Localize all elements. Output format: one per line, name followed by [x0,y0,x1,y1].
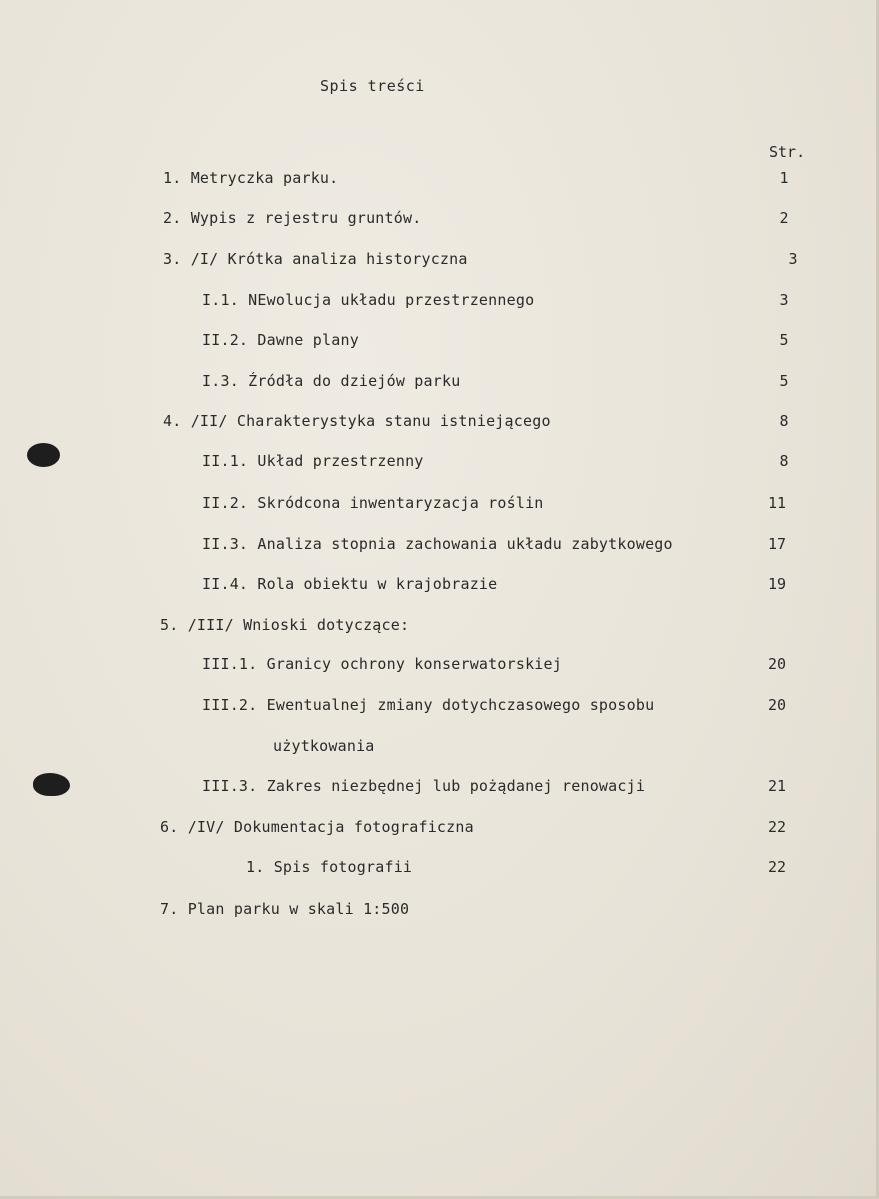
toc-entry-label: 7. Plan parku w skali 1:500 [160,900,410,918]
toc-row [0,616,879,638]
toc-entry-label: II.2. Dawne plany [202,331,359,349]
toc-entry-page: 22 [767,858,787,876]
page-column-label: Str. [769,143,806,161]
toc-entry-page: 1 [779,169,789,187]
toc-entry-page: 3 [788,250,798,268]
toc-entry-label: II.2. Skródcona inwentaryzacja roślin [202,494,544,512]
toc-entry-label: 3. /I/ Krótka analiza historyczna [163,250,468,268]
toc-row [0,858,879,880]
toc-row [0,412,879,434]
toc-entry-page: 8 [779,452,789,470]
toc-entry-label: III.2. Ewentualnej zmiany dotychczasowego sposobu [202,696,655,714]
toc-entry-page: 19 [767,575,787,593]
toc-entry-label: 5. /III/ Wnioski dotyczące: [160,616,410,634]
toc-entry-page: 20 [767,696,787,714]
toc-entry-label: 4. /II/ Charakterystyka stanu istniejącego [163,412,551,430]
toc-entry-page: 21 [767,777,787,795]
toc-row [0,737,879,759]
toc-entry-page: 3 [779,291,789,309]
toc-entry-label: 2. Wypis z rejestru gruntów. [163,209,422,227]
toc-entry-label: II.4. Rola obiektu w krajobrazie [202,575,498,593]
toc-row [0,209,879,231]
toc-entry-page: 5 [779,372,789,390]
toc-entry-page: 2 [779,209,789,227]
toc-entry-label: 1. Metryczka parku. [163,169,339,187]
toc-entry-page: 11 [767,494,787,512]
toc-row [0,655,879,677]
toc-entry-label: 6. /IV/ Dokumentacja fotograficzna [160,818,474,836]
punch-hole [33,773,70,796]
toc-entry-page: 22 [767,818,787,836]
toc-entry-page: 17 [767,535,787,553]
toc-row [0,818,879,840]
toc-entry-label: III.1. Granicy ochrony konserwatorskiej [202,655,562,673]
toc-entry-label: I.1. NEwolucja układu przestrzennego [202,291,535,309]
punch-hole [27,443,60,467]
toc-row [0,169,879,191]
toc-row [0,331,879,353]
toc-entry-label: użytkowania [273,737,375,755]
toc-row [0,372,879,394]
toc-entry-page: 20 [767,655,787,673]
toc-entry-label: I.3. Źródła do dziejów parku [202,372,461,390]
toc-row [0,900,879,922]
toc-row [0,452,879,474]
toc-entry-label: III.3. Zakres niezbędnej lub pożądanej renowacji [202,777,646,795]
toc-entry-label: II.1. Układ przestrzenny [202,452,424,470]
page-title: Spis treści [320,77,425,95]
toc-entry-label: II.3. Analiza stopnia zachowania układu zabytkowego [202,535,673,553]
toc-row [0,535,879,557]
toc-entry-page: 5 [779,331,789,349]
toc-entry-page: 8 [779,412,789,430]
toc-entry-label: 1. Spis fotografii [246,858,413,876]
toc-row [0,494,879,516]
toc-row [0,250,879,272]
toc-row [0,696,879,718]
toc-row [0,575,879,597]
toc-row [0,291,879,313]
toc-row [0,777,879,799]
